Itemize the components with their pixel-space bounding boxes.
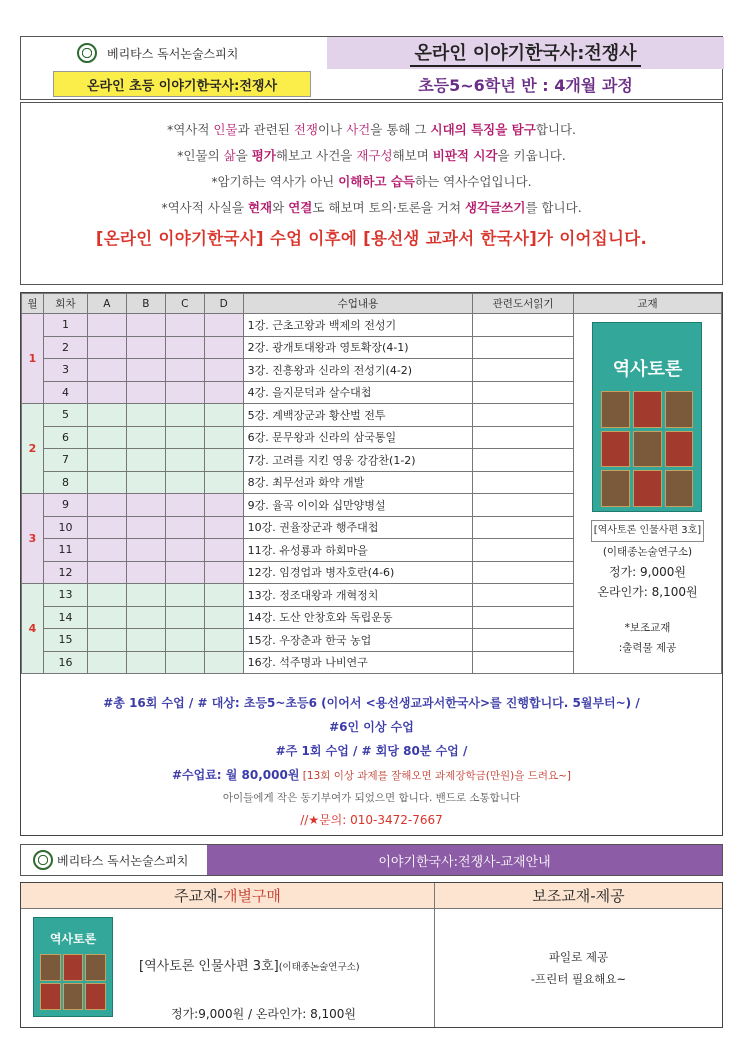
book-name: [역사토론 인물사편 3호]: [591, 520, 704, 542]
reading-cell: [473, 629, 574, 652]
note-line-3: #주 1회 수업 / # 회당 80분 수업 /: [275, 744, 468, 758]
aux-line-1: 파일로 제공: [548, 950, 609, 964]
aux-material-desc: :출력물 제공: [618, 642, 677, 654]
reading-cell: [473, 584, 574, 607]
contact-line: //★문의: 010-3472-7667: [300, 813, 443, 827]
book-price: 정가: 9,000원: [608, 565, 686, 579]
session-cell: 3: [43, 359, 87, 382]
note-line-2: #6인 이상 수업: [329, 720, 414, 734]
table-header-row: [22, 294, 722, 314]
check-cell: [87, 314, 126, 337]
course-tag: 온라인 초등 이야기한국사:전쟁사: [53, 71, 311, 97]
lesson-cell: 8강. 최무선과 화약 개발: [243, 471, 473, 494]
reading-cell: [473, 651, 574, 674]
month-cell: 2: [22, 404, 44, 494]
intro-line-1: *역사적 인물과 관련된 전쟁이나 사건을 통해 그 시대의 특징을 탐구합니다.: [166, 122, 577, 137]
reading-cell: [473, 539, 574, 562]
month-cell: 4: [22, 584, 44, 674]
col-d: D: [204, 294, 243, 314]
note-line-1: #총 16회 수업 / # 대상: 초등5~초등6 (이어서 <용선생교과서한국사>를 진행합니다. 5월부터~) /: [103, 696, 640, 710]
col-month: 월: [22, 294, 44, 314]
intro-line-2: *인물의 삶을 평가해보고 사건을 재구성해보며 비판적 시각을 키웁니다.: [177, 148, 566, 163]
session-cell: 5: [43, 404, 87, 427]
month-cell: 3: [22, 494, 44, 584]
lesson-cell: 16강. 석주명과 나비연구: [243, 651, 473, 674]
session-cell: 7: [43, 449, 87, 472]
month-cell: 1: [22, 314, 44, 404]
reading-cell: [473, 449, 574, 472]
material-cell: [573, 314, 721, 674]
lesson-cell: 2강. 광개토대왕과 영토확장(4-1): [243, 336, 473, 359]
reading-cell: [473, 381, 574, 404]
portrait-grid: [601, 391, 693, 507]
session-cell: 6: [43, 426, 87, 449]
col-session: 회차: [43, 294, 87, 314]
lesson-cell: 9강. 율곡 이이와 십만양병설: [243, 494, 473, 517]
intro-line-3: *암기하는 역사가 아닌 이해하고 습득하는 역사수업입니다.: [211, 174, 532, 189]
session-cell: 8: [43, 471, 87, 494]
reading-cell: [473, 494, 574, 517]
brand-name: 베리타스 독서논술스피치: [57, 853, 189, 868]
aux-material-header: 보조교재-제공: [435, 883, 722, 909]
session-cell: 11: [43, 539, 87, 562]
book-title: [역사토론 인물사편 3호](이태종논술연구소): [139, 959, 360, 974]
lesson-cell: 11강. 유성룡과 하회마을: [243, 539, 473, 562]
reading-cell: [473, 561, 574, 584]
intro-line-4: *역사적 사실을 현재와 연결도 해보며 토의·토론을 거쳐 생각글쓰기를 합니다.: [161, 200, 582, 215]
book-publisher: (이태종논술연구소): [602, 546, 693, 558]
note-line-5: 아이들에게 작은 동기부여가 되었으면 합니다. 밴드로 소통합니다: [222, 792, 521, 804]
reading-cell: [473, 471, 574, 494]
lesson-cell: 10강. 권율장군과 행주대첩: [243, 516, 473, 539]
lesson-cell: 3강. 진흥왕과 신라의 전성기(4-2): [243, 359, 473, 382]
col-b: B: [126, 294, 165, 314]
page-title-box: [327, 37, 724, 69]
reading-cell: [473, 336, 574, 359]
reading-cell: [473, 516, 574, 539]
session-cell: 14: [43, 606, 87, 629]
materials-title: 이야기한국사:전쟁사-교재안내: [207, 845, 722, 875]
col-a: A: [87, 294, 126, 314]
lesson-cell: 6강. 문무왕과 신라의 삼국통일: [243, 426, 473, 449]
lesson-cell: 15강. 우장춘과 한국 농업: [243, 629, 473, 652]
school-logo-icon: [77, 43, 97, 63]
session-cell: 15: [43, 629, 87, 652]
reading-cell: [473, 404, 574, 427]
col-material: 교재: [573, 294, 721, 314]
continuation-notice: [온라인 이야기한국사] 수업 이후에 [용선생 교과서 한국사]가 이어집니다.: [95, 229, 648, 248]
check-cell: [165, 314, 204, 337]
check-cell: [126, 314, 165, 337]
lesson-cell: 5강. 계백장군과 황산벌 전투: [243, 404, 473, 427]
lesson-cell: 7강. 고려를 지킨 영웅 강감찬(1-2): [243, 449, 473, 472]
table-row: [22, 314, 722, 337]
session-cell: 1: [43, 314, 87, 337]
aux-line-2: -프린터 필요해요~: [530, 972, 627, 986]
lesson-cell: 12강. 임경업과 병자호란(4-6): [243, 561, 473, 584]
session-cell: 9: [43, 494, 87, 517]
course-notes: [21, 691, 722, 832]
book-price: 정가:9,000원 / 온라인가: 8,100원: [171, 1007, 357, 1021]
intro-box: [20, 102, 723, 285]
book-info: [578, 520, 717, 658]
book-cover-image: [33, 917, 113, 1017]
session-cell: 2: [43, 336, 87, 359]
materials-header: [20, 844, 723, 876]
schedule-section: [20, 292, 723, 836]
brand-bar: [21, 37, 327, 69]
materials-table: [20, 882, 723, 1028]
session-cell: 12: [43, 561, 87, 584]
aux-material: *보조교재: [624, 622, 671, 634]
session-cell: 10: [43, 516, 87, 539]
reading-cell: [473, 314, 574, 337]
col-content: 수업내용: [243, 294, 473, 314]
page-title: 온라인 이야기한국사:전쟁사: [410, 39, 640, 67]
book-cover-title: 역사토론: [49, 932, 97, 946]
lesson-cell: 14강. 도산 안창호와 독립운동: [243, 606, 473, 629]
lesson-cell: 1강. 근초고왕과 백제의 전성기: [243, 314, 473, 337]
reading-cell: [473, 426, 574, 449]
tuition: #수업료: 월 80,000원: [171, 768, 300, 782]
main-material-header: 주교재- 개별구매: [21, 883, 435, 909]
note-line-4: [21, 763, 722, 788]
aux-material-body: [435, 909, 722, 1027]
reading-cell: [473, 606, 574, 629]
brand-name: 베리타스 독서논술스피치: [107, 46, 239, 61]
scholarship-note: [13회 이상 과제를 잘해오면 과제장학금(만원)을 드려요~]: [299, 770, 572, 782]
col-c: C: [165, 294, 204, 314]
page-subtitle: 초등5~6학년 반 : 4개월 과정: [418, 76, 633, 95]
schedule-table: [21, 293, 722, 674]
session-cell: 13: [43, 584, 87, 607]
lesson-cell: 4강. 을지문덕과 살수대첩: [243, 381, 473, 404]
main-material-body: [21, 909, 435, 1027]
session-cell: 4: [43, 381, 87, 404]
book-online-price: 온라인가: 8,100원: [597, 585, 698, 599]
header: [20, 36, 723, 100]
lesson-cell: 13강. 정조대왕과 개혁정치: [243, 584, 473, 607]
book-cover-title: 역사토론: [612, 359, 683, 380]
session-cell: 16: [43, 651, 87, 674]
book-cover-image: [592, 322, 702, 512]
col-reading: 관련도서읽기: [473, 294, 574, 314]
reading-cell: [473, 359, 574, 382]
check-cell: [204, 314, 243, 337]
